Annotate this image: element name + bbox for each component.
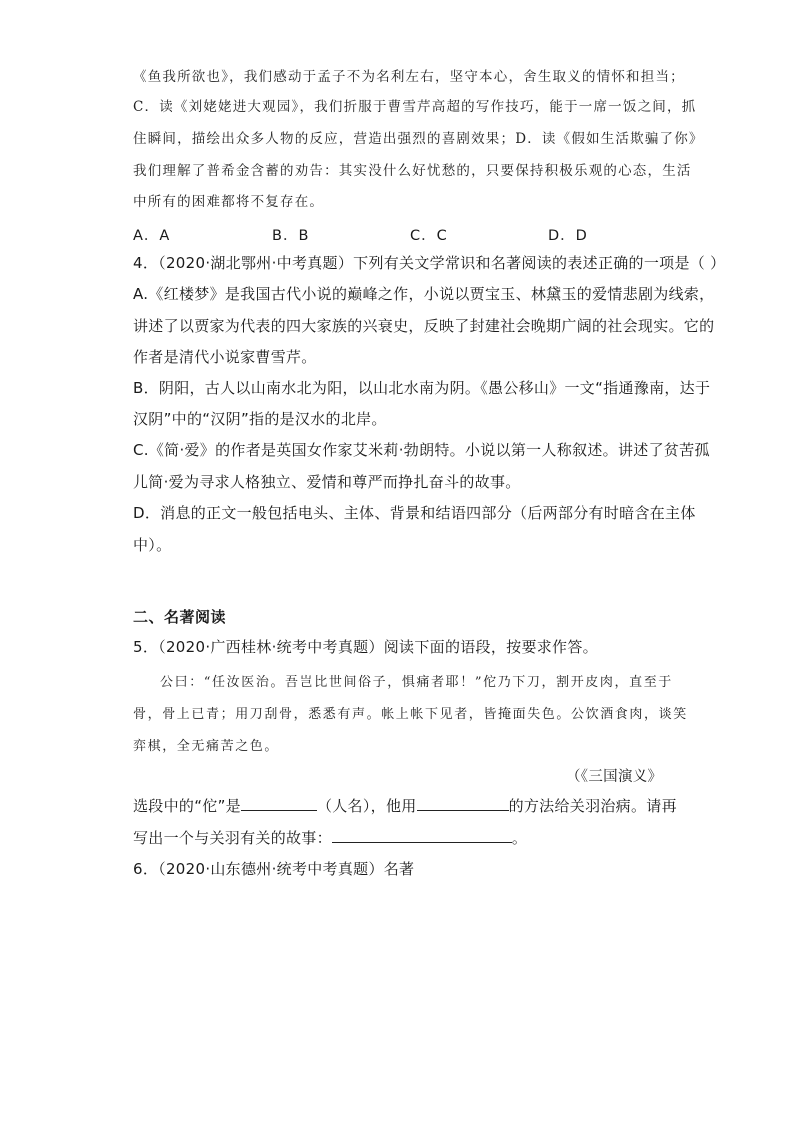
story-answer-blank[interactable] (332, 828, 512, 843)
q5-ask-2b: 。 (511, 829, 528, 847)
q3-line-5: 中所有的困难都将不复存在。 (133, 194, 325, 210)
section-heading: 二、名著阅读 (133, 608, 227, 626)
q4-option-c-line-1: C.《简·爱》的作者是英国女作家艾米莉·勃朗特。小说以第一人称叙述。讲述了贫苦孤 (133, 441, 710, 459)
q3-line-2: C．读《刘姥姥进大观园》，我们折服于曹雪芹高超的写作技巧，能于一席一饭之间，抓 (133, 99, 697, 115)
q5-ask-1b: （人名），他用 (316, 797, 417, 815)
q4-option-d-line-1: D．消息的正文一般包括电头、主体、背景和结语四部分（后两部分有时暗含在主体 (133, 504, 696, 522)
name-answer-blank[interactable] (241, 796, 317, 811)
q6-stem: 6．（2020·山东德州·统考中考真题）名著 (133, 860, 415, 878)
q4-option-b-line-1: B．阴阳，古人以山南水北为阳，以山北水南为阴。《愚公移山》一文“指通豫南，达于 (133, 379, 711, 397)
q4-option-d-line-2: 中）。 (133, 536, 172, 554)
q5-stem: 5．（2020·广西桂林·统考中考真题）阅读下面的语段，按要求作答。 (133, 638, 598, 656)
q4-option-c-line-2: 儿简·爱为寻求人格独立、爱情和尊严而挣扎奋斗的故事。 (133, 473, 521, 491)
q4-option-a-line-2: 讲述了以贾家为代表的四大家族的兴衰史，反映了封建社会晚期广阔的社会现实。它的 (133, 317, 715, 335)
q5-ask-1a: 选段中的“佗”是 (133, 797, 241, 815)
q3-choice-d: D．D (548, 228, 588, 244)
q5-ask-line-1 (133, 796, 677, 816)
q5-quote-line-2: 骨，骨上已青；用刀刮骨，悉悉有声。帐上帐下见者，皆掩面失色。公饮酒食肉，谈笑 (133, 707, 688, 722)
q5-ask-line-2 (133, 828, 527, 848)
q4-option-b-line-2: 汉阴”中的“汉阴”指的是汉水的北岸。 (133, 410, 387, 428)
q5-ask-1c: 的方法给关羽治病。请再 (508, 797, 677, 815)
q4-option-a-line-3: 作者是清代小说家曹雪芹。 (133, 348, 317, 366)
q5-source: （《三国演义》 (566, 769, 663, 785)
method-answer-blank[interactable] (417, 796, 509, 811)
q5-quote-line-1: 公曰：“任汝医治。吾岂比世间俗子，惧痛者耶！”佗乃下刀，割开皮肉，直至于 (160, 675, 673, 690)
q3-line-4: 我们理解了普希金含蓄的劝告：其实没什么好忧愁的，只要保持积极乐观的心态，生活 (133, 163, 692, 179)
q3-line-3: 住瞬间，描绘出众多人物的反应，营造出强烈的喜剧效果；D．读《假如生活欺骗了你》 (133, 131, 704, 147)
q3-line-1: 《鱼我所欲也》，我们感动于孟子不为名利左右，坚守本心，舍生取义的情怀和担当； (133, 69, 685, 85)
q5-ask-2a: 写出一个与关羽有关的故事： (133, 829, 332, 847)
q5-quote-line-3: 弈棋，全无痛苦之色。 (133, 739, 280, 754)
q4-stem: 4．（2020·湖北鄂州·中考真题）下列有关文学常识和名著阅读的表述正确的一项是（ ） (133, 254, 726, 272)
q4-option-a-line-1: A.《红楼梦》是我国古代小说的巅峰之作，小说以贾宝玉、林黛玉的爱情悲剧为线索， (133, 285, 715, 303)
q3-choice-c: C．C (410, 228, 448, 244)
q3-choice-a: A．A (133, 228, 171, 244)
q3-choice-b: B．B (272, 228, 310, 244)
